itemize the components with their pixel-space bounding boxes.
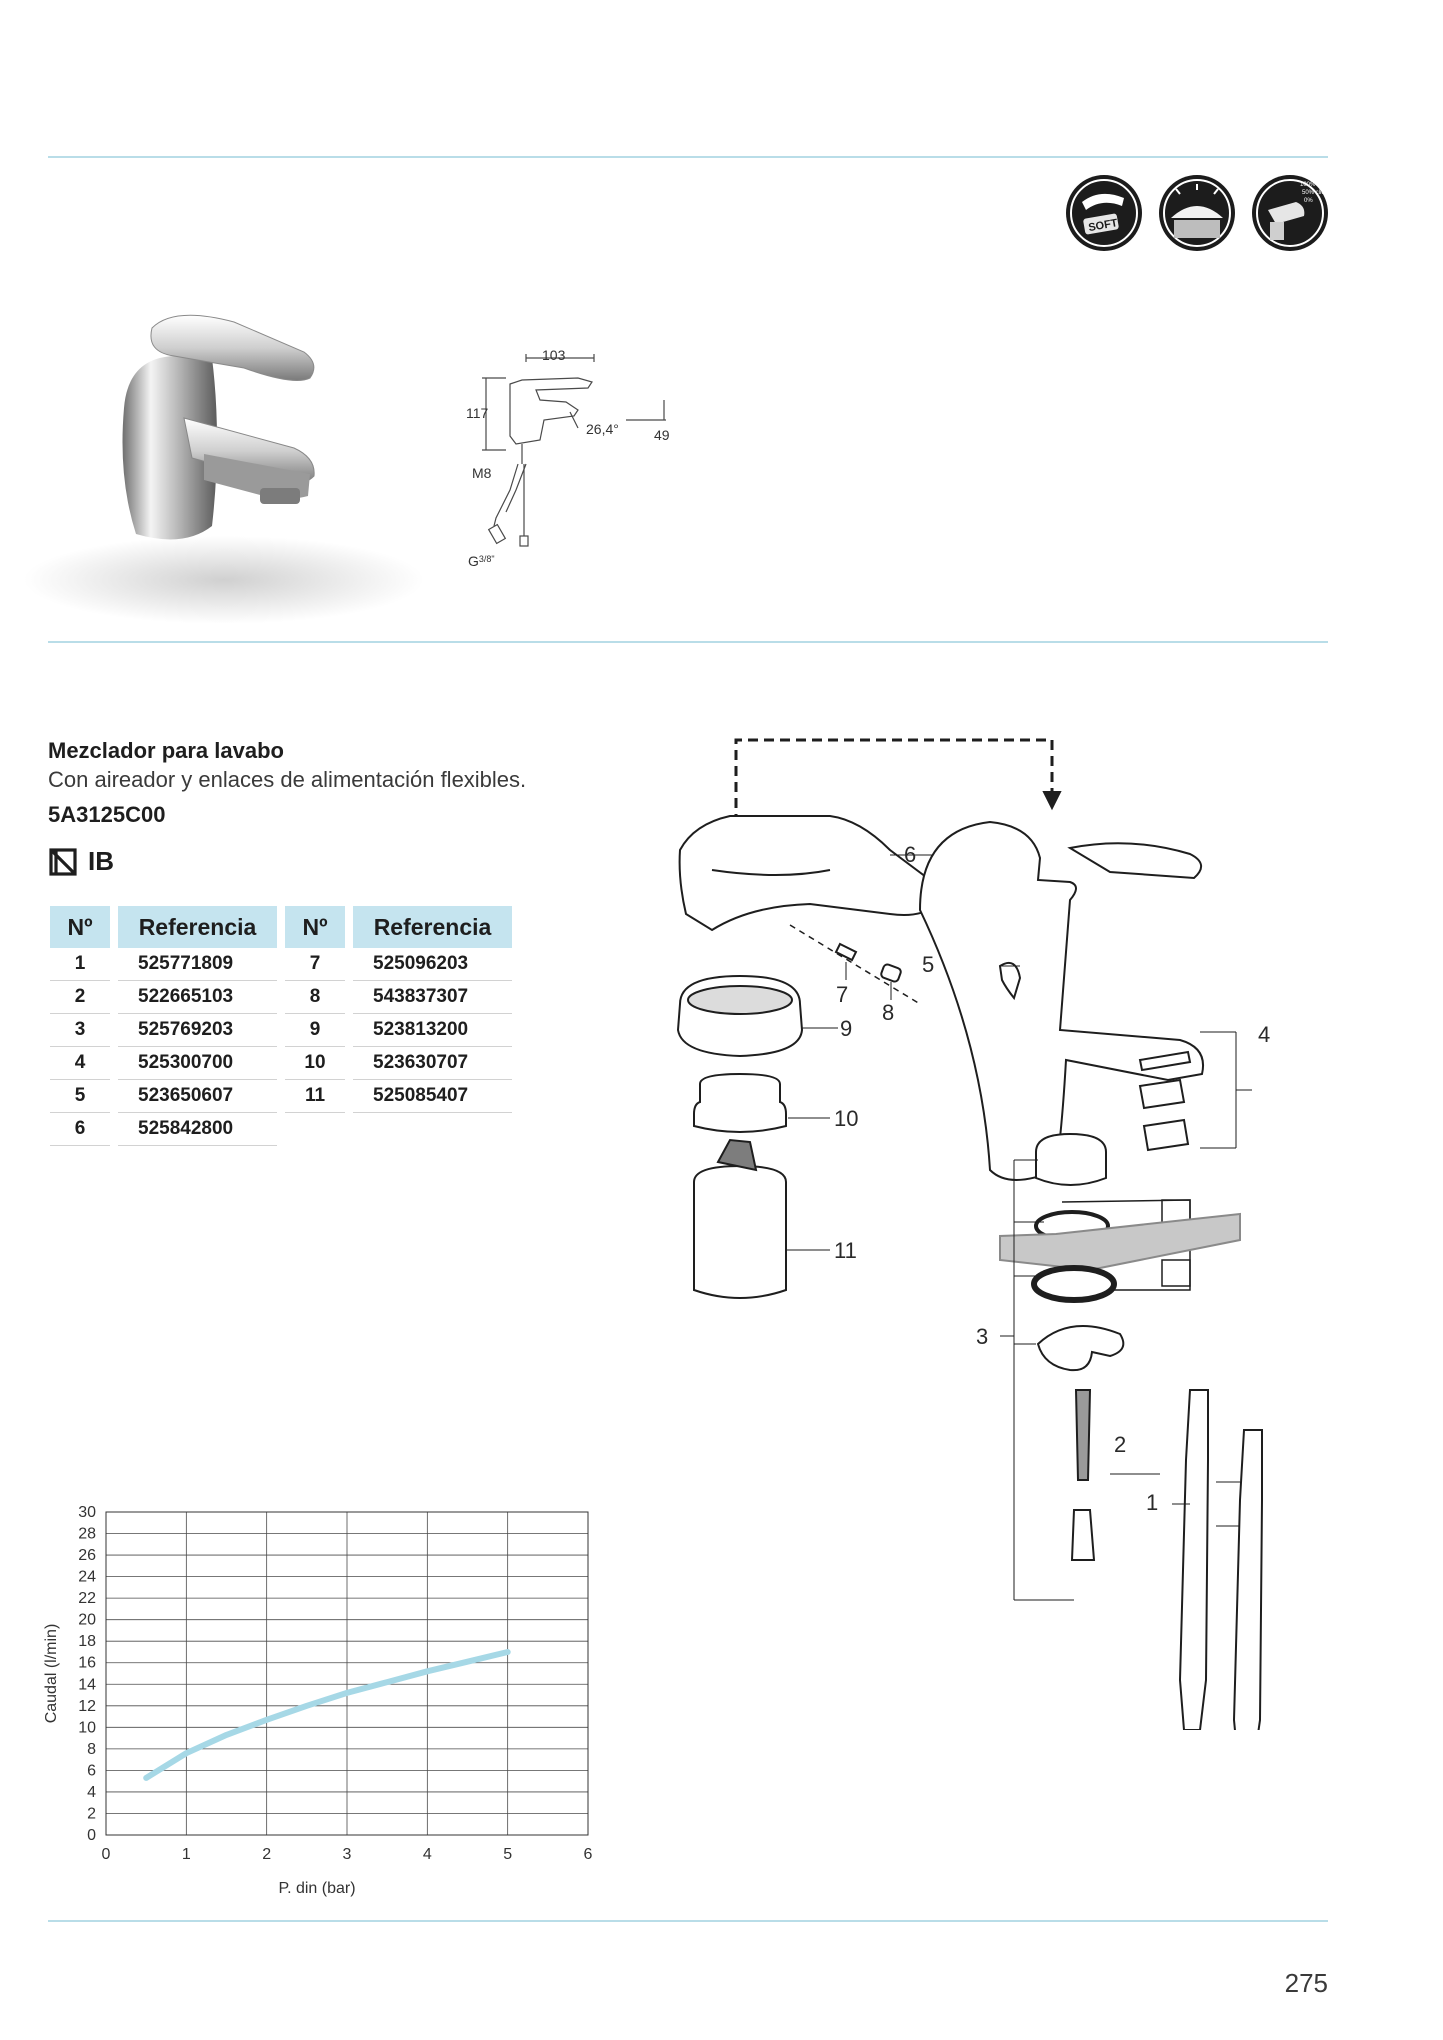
x-tick-label: 0 (101, 1846, 111, 1863)
soft-label: SOFT (1087, 217, 1119, 235)
label-11: 11 (834, 1238, 857, 1263)
product-code: 5A3125C00 (48, 802, 166, 827)
x-tick-label: 6 (583, 1846, 593, 1863)
cell-reference: 525771809 (118, 948, 277, 981)
table-row (50, 981, 512, 1014)
dimension-drawing (466, 340, 686, 580)
references-table (50, 906, 512, 1146)
data-point (224, 1732, 229, 1737)
x-tick-label: 5 (503, 1846, 513, 1863)
cell-number: 1 (50, 948, 110, 981)
exploded-parts-diagram (660, 730, 1340, 1730)
label-6: 6 (904, 842, 917, 867)
top-divider (48, 156, 1328, 158)
x-tick-label: 4 (422, 1846, 432, 1863)
part-8-cap (880, 963, 902, 982)
dim-height: 117 (466, 405, 489, 421)
label-5: 5 (922, 952, 935, 977)
dim-width: 103 (542, 347, 566, 363)
cell-number: 5 (50, 1080, 110, 1113)
y-tick-label: 22 (78, 1590, 96, 1608)
cell-reference: 525300700 (118, 1047, 277, 1080)
table-header-row (50, 906, 512, 948)
part-1-hose-a (1180, 1390, 1208, 1730)
page-number: 275 (1284, 1968, 1328, 1998)
flow-limiter-icon (1159, 175, 1235, 251)
part-3-fixing-ring (1036, 1134, 1106, 1185)
cell-reference: 525085407 (353, 1080, 512, 1113)
y-tick-label: 0 (87, 1827, 96, 1844)
table-row (50, 1113, 512, 1146)
cell-number: 11 (285, 1080, 345, 1113)
part-2-rod (1076, 1390, 1090, 1480)
y-tick-label: 28 (78, 1525, 96, 1543)
y-tick-label: 6 (87, 1762, 96, 1780)
label-2: 2 (1114, 1432, 1127, 1457)
table-row (50, 1014, 512, 1047)
y-tick-label: 4 (87, 1783, 96, 1801)
x-tick-label: 3 (342, 1846, 352, 1863)
y-tick-label: 26 (78, 1547, 96, 1565)
eco-label-50: 50% click (1302, 190, 1328, 196)
x-tick-label: 2 (262, 1846, 272, 1863)
label-10: 10 (834, 1106, 859, 1131)
data-point (465, 1659, 470, 1664)
label-7: 7 (836, 982, 849, 1007)
cell-reference: 543837307 (353, 981, 512, 1014)
data-point (385, 1680, 390, 1685)
y-tick-label: 12 (78, 1697, 96, 1715)
cell-reference: 525842800 (118, 1113, 277, 1146)
cell-number: 8 (285, 981, 345, 1014)
data-point (505, 1649, 510, 1654)
y-tick-label: 8 (87, 1740, 96, 1758)
dim-connection: G (468, 553, 479, 569)
cell-number: 2 (50, 981, 110, 1014)
x-tick-label: 1 (181, 1846, 191, 1863)
data-point (345, 1690, 350, 1695)
dim-angle: 26,4° (586, 421, 619, 437)
product-title: Mezclador para lavabo (48, 738, 284, 763)
certification-icon (48, 847, 78, 877)
eco-label-100: 100% (1300, 182, 1316, 188)
cell-reference: 525096203 (353, 948, 512, 981)
y-tick-label: 2 (87, 1805, 96, 1823)
header-number-1: Nº (50, 906, 110, 948)
flow-chart (30, 1496, 620, 1906)
table-row (50, 1080, 512, 1113)
header-reference-2: Referencia (353, 906, 512, 948)
eco-label-0: 0% (1304, 198, 1313, 204)
label-1: 1 (1146, 1490, 1159, 1515)
soft-lever-icon (1066, 175, 1142, 251)
svg-text:G3/8" (468, 553, 495, 569)
dim-thread: M8 (472, 465, 492, 481)
cell-reference: 523813200 (353, 1014, 512, 1047)
data-point (264, 1717, 269, 1722)
bottom-divider (48, 1920, 1328, 1922)
y-tick-label: 16 (78, 1654, 96, 1672)
cell-number: 7 (285, 948, 345, 981)
y-tick-label: 20 (78, 1611, 96, 1629)
part-7-screw (836, 944, 856, 960)
certification-badge (48, 846, 114, 877)
part-3-washer (1038, 1326, 1123, 1370)
data-point (184, 1751, 189, 1756)
table-row (50, 1047, 512, 1080)
data-point (304, 1703, 309, 1708)
cell-number: 3 (50, 1014, 110, 1047)
cell-reference: 523650607 (118, 1080, 277, 1113)
dim-connection-size: 3/8" (478, 554, 495, 564)
label-8: 8 (882, 1000, 895, 1025)
dim-spout-height: 49 (654, 427, 670, 443)
table-row (50, 948, 512, 981)
label-3: 3 (976, 1324, 989, 1349)
label-9: 9 (840, 1016, 853, 1041)
feature-icons (1064, 172, 1330, 254)
data-point (144, 1775, 149, 1780)
header-reference-1: Referencia (118, 906, 277, 948)
header-number-2: Nº (285, 906, 345, 948)
cell-number: 9 (285, 1014, 345, 1047)
eco-click-icon (1252, 175, 1328, 251)
mid-divider (48, 641, 1328, 643)
y-tick-label: 10 (78, 1719, 96, 1737)
faucet-photo (24, 298, 440, 628)
product-description: Con aireador y enlaces de alimentación flexibles. (48, 767, 527, 792)
cell-reference: 525769203 (118, 1014, 277, 1047)
y-tick-label: 14 (78, 1676, 96, 1694)
data-point (425, 1669, 430, 1674)
series-line (146, 1652, 508, 1778)
cell-number: 6 (50, 1113, 110, 1146)
label-4: 4 (1258, 1022, 1271, 1047)
y-tick-label: 24 (78, 1568, 96, 1586)
y-axis-label: Caudal (l/min) (43, 1623, 60, 1724)
y-tick-label: 30 (78, 1504, 96, 1521)
cell-number: 4 (50, 1047, 110, 1080)
cell-reference: 522665103 (118, 981, 277, 1014)
x-axis-label: P. din (bar) (278, 1880, 356, 1897)
certification-label: IB (88, 846, 114, 876)
flow-chart-svg (30, 1496, 620, 1906)
cell-reference: 523630707 (353, 1047, 512, 1080)
part-10-nut (694, 1074, 786, 1132)
y-tick-label: 18 (78, 1633, 96, 1651)
cell-number: 10 (285, 1047, 345, 1080)
part-11-cartridge (694, 1166, 786, 1298)
